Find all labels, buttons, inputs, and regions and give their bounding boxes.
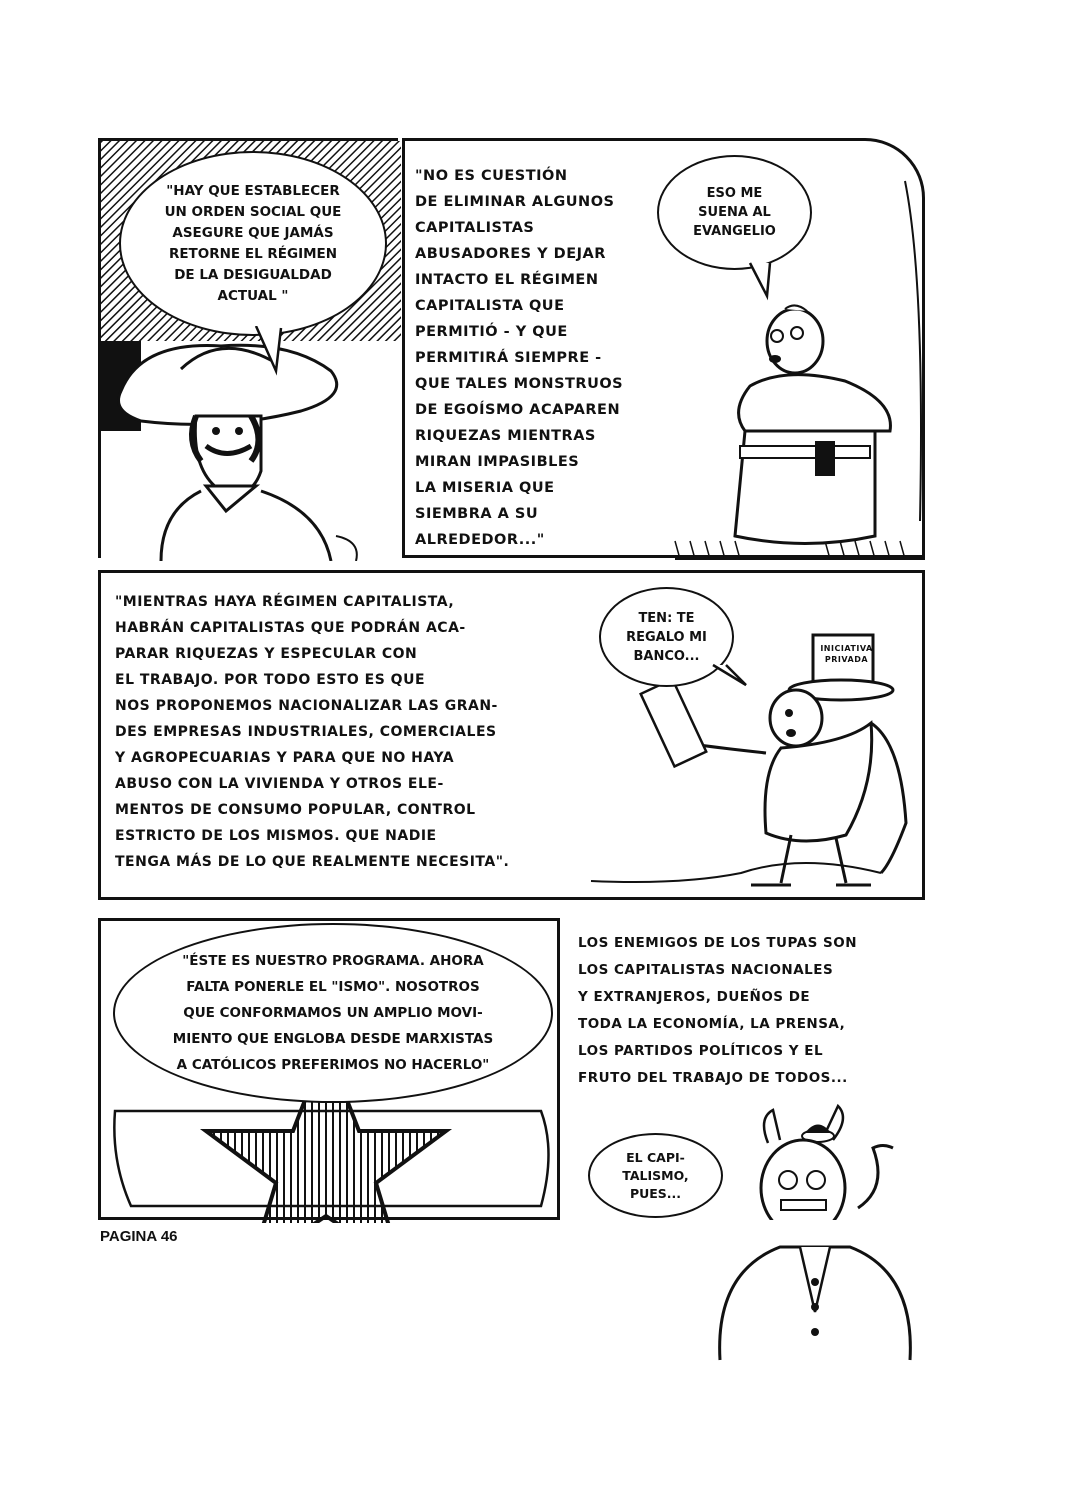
panel-3-art [101, 573, 928, 903]
panel-4-speech-text: "ÉSTE ES NUESTRO PROGRAMA. AHORA FALTA PONERLE EL "ISMO". NOSOTROS QUE CONFORMAMOS UN AMPLIO MOVI- MIENTO QUE ENGLOBA DESDE MARXISTAS A CATÓLICOS PREFERIMOS NO HACERLO" [172, 953, 494, 1073]
panel-1-speech-text: "HAY QUE ESTABLECER UN ORDEN SOCIAL QUE ASEGURE QUE JAMÁS RETORNE EL RÉGIMEN DE LA DESIGUALDAD ACTUAL " [164, 182, 342, 304]
panel-4 [98, 918, 560, 1220]
capitalist-body-art [700, 1212, 940, 1362]
panel-2-bubble-tail [745, 261, 785, 301]
panel-3-speech-text: TEN: TE REGALO MI BANCO... [626, 610, 707, 664]
panel-5 [568, 918, 930, 1220]
panel-2-caption: "NO ES CUESTIÓN DE ELIMINAR ALGUNOS CAPITALISTAS ABUSADORES Y DEJAR INTACTO EL RÉGIMEN CAPITALISTA QUE PERMITIÓ - Y QUE PERMITIRÁ SIEMPRE - QUE TALES MONSTRUOS DE EGOÍSMO ACAPAREN RIQUEZAS MIENTRAS MIRAN IMPASIBLES LA MISERIA QUE SIEMBRA A SU ALREDEDOR..." [415, 168, 624, 548]
panel-3-hat-label: INICIATIVA PRIVADA [820, 644, 873, 664]
page-number: PAGINA 46 [100, 1228, 178, 1245]
panel-2-speech-bubble [657, 155, 812, 270]
panel-1 [98, 138, 398, 558]
panel-2 [402, 138, 925, 558]
panel-1-bubble-tail [251, 326, 291, 376]
panel-3-caption: "MIENTRAS HAYA RÉGIMEN CAPITALISTA, HABRÁN CAPITALISTAS QUE PODRÁN ACA- PARAR RIQUEZAS Y ESPECULAR CON EL TRABAJO. POR TODO ESTO ES QUE NOS PROPONEMOS NACIONALIZAR LAS GRAN- DES EMPRESAS INDUSTRIALES, COMERCIALES Y AGROPECUARIAS Y PARA QUE NO HAYA ABUSO CON LA VIVIENDA Y OTROS ELE- MENTOS DE CONSUMO POPULAR, CONTROL ESTRICTO DE LOS MISMOS. QUE NADIE TENGA MÁS DE LO QUE REALMENTE NECESITA". [115, 594, 510, 870]
panel-3 [98, 570, 925, 900]
panel-5-caption: LOS ENEMIGOS DE LOS TUPAS SON LOS CAPITALISTAS NACIONALES Y EXTRANJEROS, DUEÑOS DE TODA LA ECONOMÍA, LA PRENSA, LOS PARTIDOS POLÍTICOS Y EL FRUTO DEL TRABAJO DE TODOS... [578, 935, 858, 1086]
panel-1-speech-bubble [119, 151, 387, 336]
panel-2-speech-text: ESO ME SUENA AL EVANGELIO [693, 186, 776, 239]
panel-3-bubble-tail [711, 663, 751, 693]
panel-5-speech-text: EL CAPI- TALISMO, PUES... [622, 1149, 689, 1201]
panel-4-speech-bubble [113, 923, 553, 1103]
panel-5-speech-bubble [588, 1133, 723, 1218]
